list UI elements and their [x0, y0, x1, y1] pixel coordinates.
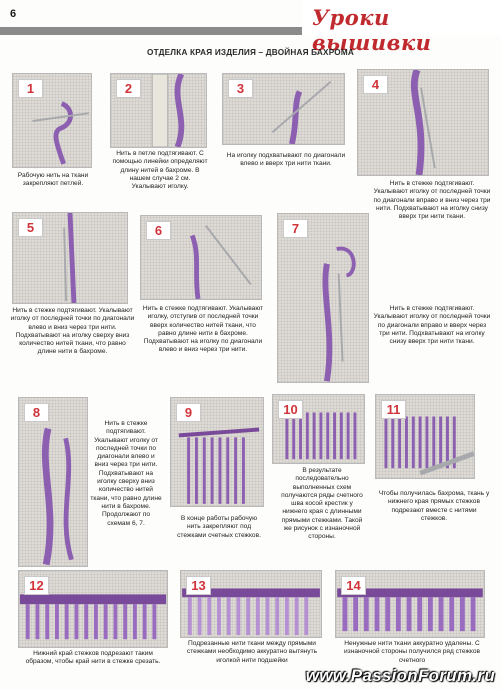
step-caption-6: Нить в стежке подтягивают. Укалывают иголку, отступив от последней точки вверх количество нитей ткани, что равно длине нити в бахроме. Подхватывают на иголку по диагонали влево и вниз через три нити.	[142, 305, 264, 354]
step-caption-10: В результате последовательно выполненных схем получаются ряды счетного шва косой крестик у нижнего края с длинными прямыми стежками. Такой же рисунок с изнаночной стороны.	[281, 467, 363, 541]
step-number-2: 2	[116, 79, 141, 98]
step-caption-2: Нить в петле подтягивают. С помощью линейки определяют длину нитей в бахроме. В нашем случае 2 см. Укалывают иголку.	[112, 150, 208, 191]
step-caption-4: Нить в стежке подтягивают. Укалывают иголку от последней точки по диагонали вправо и вниз через три нити. Подхватывают на иголку снизу вверх три нити ткани.	[373, 180, 491, 221]
step-photo-7	[277, 213, 369, 383]
step-photo-4	[357, 69, 489, 176]
step-caption-3: На иголку подхватывают по диагонали влево и вверх три нити ткани.	[226, 152, 346, 168]
step-caption-13: Подрезанные нити ткани между прямыми стежками необходимо аккуратно вытянуть иголкой нити подшейки	[186, 640, 318, 664]
stitch-illustration-7	[278, 214, 368, 382]
step-number-6: 6	[146, 221, 171, 240]
step-number-8: 8	[24, 403, 49, 422]
step-number-12: 12	[24, 576, 49, 595]
step-caption-9: В конце работы рабочую нить закрепляют под стежками счетных стежков.	[177, 515, 261, 539]
step-photo-2	[110, 73, 207, 148]
step-photo-11	[375, 394, 475, 479]
step-number-7: 7	[283, 219, 308, 238]
step-number-11: 11	[381, 400, 406, 419]
step-number-13: 13	[186, 576, 211, 595]
step-photo-5	[12, 212, 128, 304]
step-number-10: 10	[278, 400, 303, 419]
step-photo-13	[180, 570, 322, 638]
step-caption-12: Нижний край стежков подрезают таким образом, чтобы край нити в стежке срезать.	[25, 650, 161, 666]
watermark: www.PassionForum.ru	[305, 666, 495, 685]
step-caption-5: Нить в стежке подтягивают. Укалывают иголку от последней точки по диагонали влево и вниз через три нити. Подхватывают на иголку сверху вниз количество нитей ткани, что равно длине нити в бахроме.	[10, 307, 135, 356]
step-caption-11: Чтобы получилась бахрома, ткань у нижнего края прямых стежков подрезают вместе с нитями стежков.	[378, 490, 490, 522]
step-number-4: 4	[363, 75, 388, 94]
stitch-illustration-8	[19, 398, 87, 566]
page-title: Уроки вышивки	[312, 5, 432, 55]
step-photo-14	[335, 570, 485, 638]
step-caption-1: Рабочую нить на ткани закрепляют петлей.	[17, 172, 89, 188]
step-photo-3	[222, 73, 345, 145]
step-photo-12	[18, 570, 168, 648]
step-number-1: 1	[18, 79, 43, 98]
step-number-3: 3	[228, 79, 253, 98]
step-number-9: 9	[176, 403, 201, 422]
section-title: ОТДЕЛКА КРАЯ ИЗДЕЛИЯ – ДВОЙНАЯ БАХРОМА	[147, 48, 354, 57]
step-photo-1	[12, 73, 92, 168]
step-caption-7: Нить в стежке подтягивают. Укалывают иголку от последней точки по диагонали вправо и вверх через три нити. Подхватывают на иголку снизу вверх три нити ткани.	[373, 305, 491, 346]
step-caption-8: Нить в стежке подтягивают. Укалывают иголку от последней точки по диагонали влево и вниз через три нити. Подхватывают на иголку сверху вниз количество нитей ткани, что равно длине нити в бахроме. Продолжают по схемам 6, 7.	[90, 420, 162, 527]
step-photo-10	[272, 394, 365, 464]
step-caption-14: Ненужные нити ткани аккуратно удалены. С изнаночной стороны получился ряд стежков счетного	[343, 640, 480, 664]
step-number-14: 14	[341, 576, 366, 595]
step-photo-6	[140, 215, 262, 300]
step-photo-9	[170, 397, 264, 507]
step-photo-8	[18, 397, 88, 567]
step-number-5: 5	[18, 218, 43, 237]
page-number: 6	[10, 8, 17, 20]
